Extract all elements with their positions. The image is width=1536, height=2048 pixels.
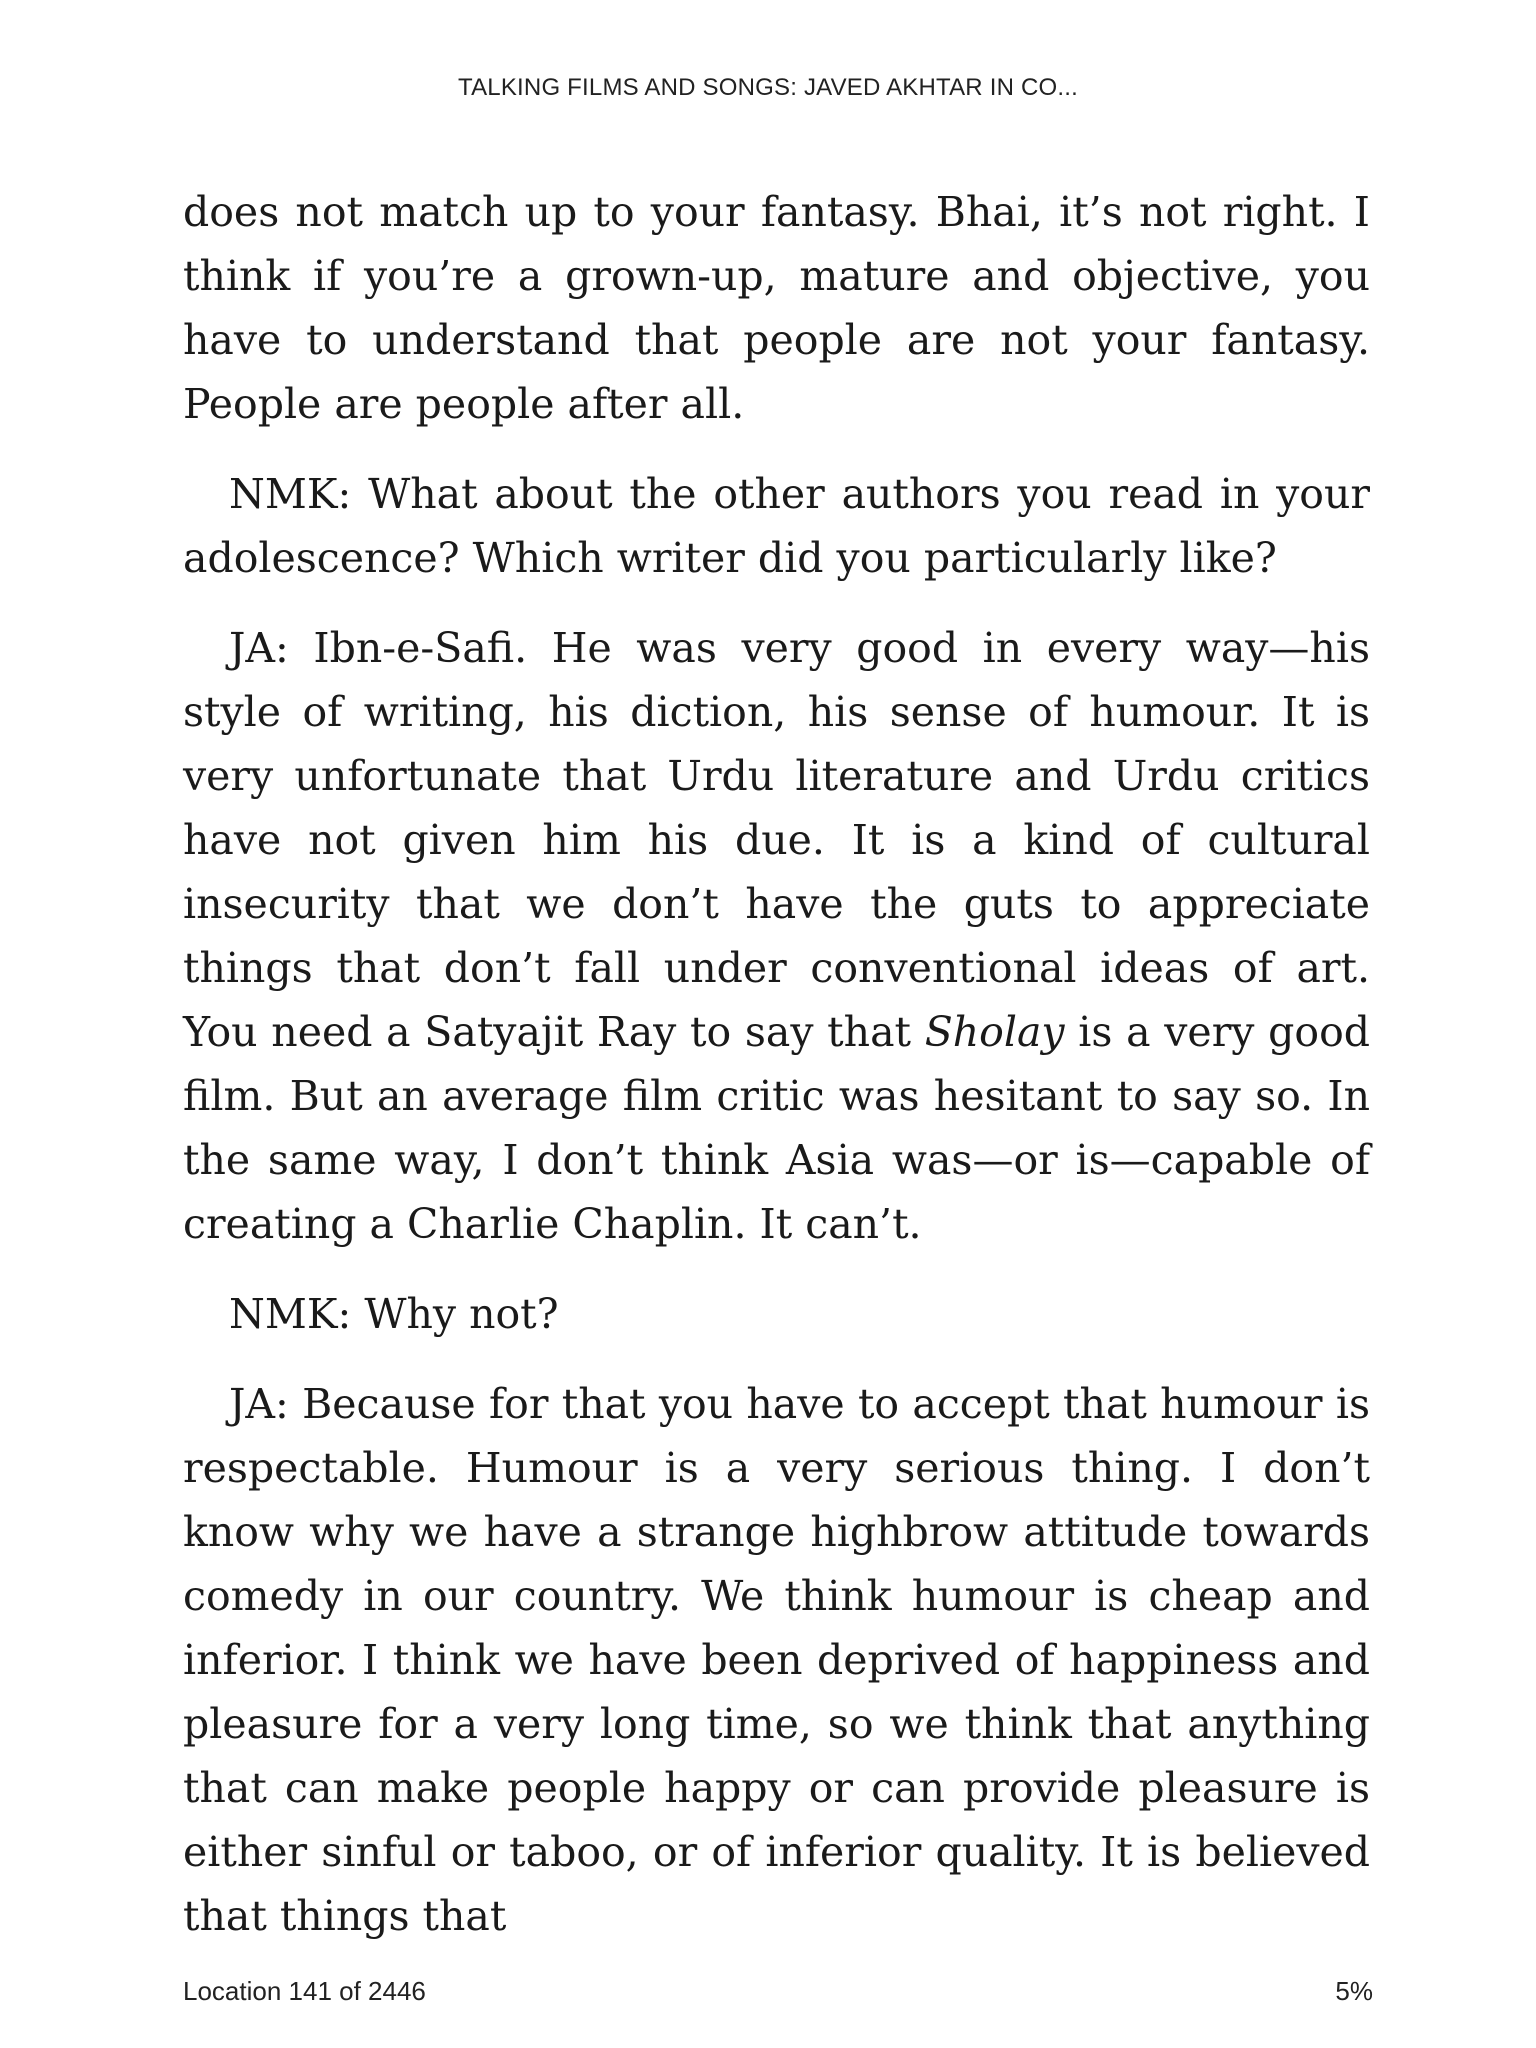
location-indicator[interactable]: Location 141 of 2446 bbox=[183, 1976, 426, 2006]
paragraph-1: does not match up to your fantasy. Bhai, it’s not right. I think if you’re a grown-up, mature and objective, you have to understand that people are not your fantasy. People are people after all. bbox=[183, 188, 1370, 428]
paragraph-5: JA: Because for that you have to accept that humour is respectable. Humour is a very serious thing. I don’t know why we have a strange highbrow attitude towards comedy in our country. We think humour is cheap and inferior. I think we have been deprived of happiness and pleasure for a very long time, so we think that anything that can make people happy or can provide pleasure is either sinful or taboo, or of inferior quality. It is believed that things that bbox=[183, 1380, 1370, 1940]
paragraph-2: NMK: What about the other authors you read in your adolescence? Which writer did you particularly like? bbox=[183, 470, 1370, 582]
film-title-sholay: Sholay bbox=[924, 1008, 1065, 1056]
paragraph-3 bbox=[183, 616, 1370, 1256]
page-text bbox=[183, 180, 1370, 1974]
paragraph-3-text-b: is a very good film. But an average film critic was hesitant to say so. In the same way, I don’t think Asia was—or is—capable of creating a Charlie Chaplin. It can’t. bbox=[183, 1008, 1370, 1248]
paragraph-3-text-a: JA: Ibn-e-Safi. He was very good in every way—his style of writing, his diction, his sense of humour. It is very unfortunate that Urdu literature and Urdu critics have not given him his due. It is a kind of cultural insecurity that we don’t have the guts to appreciate things that don’t fall under conventional ideas of art. You need a Satyajit Ray to say that bbox=[183, 624, 1370, 1056]
progress-percent: 5% bbox=[1335, 1976, 1373, 2006]
paragraph-4: NMK: Why not? bbox=[229, 1290, 559, 1338]
book-title-header: TALKING FILMS AND SONGS: JAVED AKHTAR IN CO... bbox=[458, 74, 1078, 101]
